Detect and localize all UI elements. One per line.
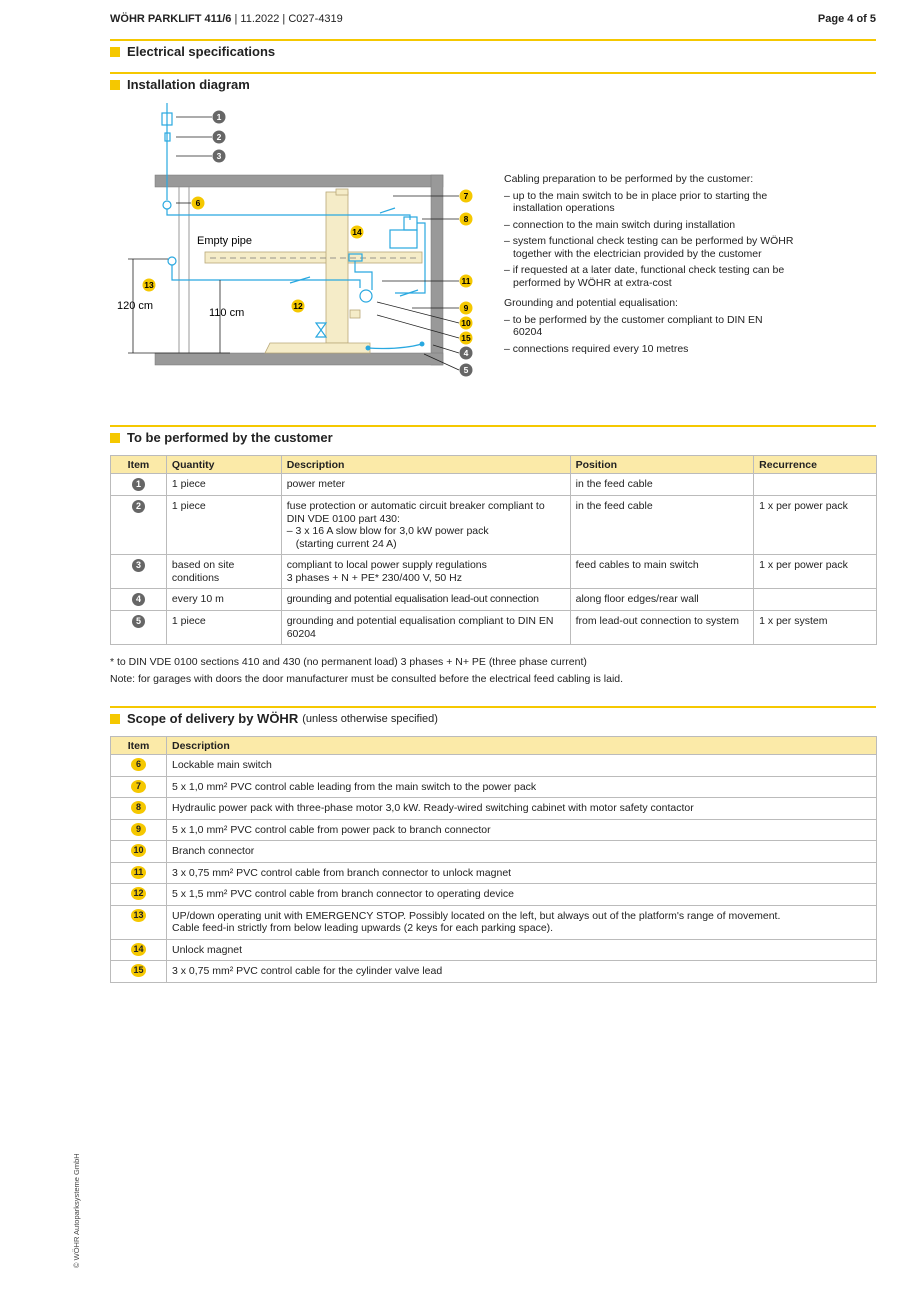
table-row [111,755,877,777]
position-cell: along floor edges/rear wall [570,589,754,611]
recurrence-cell: 1 x per power pack [754,555,877,589]
col-header: Description [281,456,570,474]
callout-7 [460,190,473,203]
copyright: © WÖHR Autoparksysteme GmbH [72,1153,81,1268]
svg-text:9: 9 [463,303,469,313]
description-cell [167,884,877,906]
item-badge: 9 [131,823,146,836]
item-badge: 1 [132,478,145,491]
svg-text:8: 8 [463,214,469,224]
description-cell [167,961,877,983]
description-line: Lockable main switch [172,759,272,771]
customer-table [110,455,877,645]
table-row [111,589,877,611]
section-title: Installation diagram [127,77,250,92]
description-cell [167,939,877,961]
svg-text:2: 2 [216,132,222,142]
callout-1 [213,111,226,124]
svg-text:3: 3 [216,151,222,161]
divider [110,706,876,708]
quantity-cell: every 10 m [166,589,281,611]
description-line: 3 phases + N + PE* 230/400 V, 50 Hz [286,571,463,584]
table-row [111,939,877,961]
note-item: – to be performed by the customer compliant to DIN EN 60204 [504,313,763,338]
col-header: Description [167,737,877,755]
svg-text:1: 1 [216,112,222,122]
table-row [111,841,877,863]
item-badge: 10 [131,844,146,857]
table-row [111,862,877,884]
callout-3 [213,150,226,163]
table-row [111,611,877,645]
col-header: Item [111,456,167,474]
description-cell [167,905,877,939]
description-line: 3 x 0,75 mm² PVC control cable for the cylinder valve lead [172,965,443,977]
description-cell [281,555,570,589]
callout-15 [460,332,473,345]
svg-text:4: 4 [463,348,469,358]
description-cell [281,496,570,555]
section-subtitle: (unless otherwise specified) [302,712,438,725]
svg-text:10: 10 [461,318,471,328]
description-cell [167,819,877,841]
description-line: 5 x 1,5 mm² PVC control cable from branch connector to operating device [172,888,514,900]
description-cell [167,776,877,798]
section-scope [110,711,438,726]
note-item: – connections required every 10 metres [504,342,689,355]
col-header: Recurrence [754,456,877,474]
callout-13 [143,279,156,292]
section-title: Scope of delivery by WÖHR [127,711,299,726]
note-item: – system functional check testing can be performed by WÖHR together with the electrician provided by the customer [504,235,794,260]
quantity-cell: 1 piece [166,611,281,645]
page-number: Page 4 of 5 [817,13,876,25]
callout-2 [213,131,226,144]
item-badge: 7 [131,780,146,793]
cabling-notes [504,173,794,359]
table-row [111,555,877,589]
notes-title: Grounding and potential equalisation: [504,297,678,309]
description-line: 5 x 1,0 mm² PVC control cable from power pack to branch connector [172,823,491,836]
footnote: * to DIN VDE 0100 sections 410 and 430 (no permanent load) 3 phases + N+ PE (three phase current) [110,656,587,668]
item-badge: 15 [131,964,146,977]
divider [110,425,876,427]
item-badge: 5 [132,615,145,628]
item-badge: 2 [132,500,145,513]
scope-table [110,736,877,983]
product-name: WÖHR PARKLIFT 411/6 [110,13,232,25]
quantity-cell: 1 piece [166,474,281,496]
svg-text:13: 13 [144,280,154,290]
table-row [111,961,877,983]
table-row [111,819,877,841]
table-row [111,798,877,820]
notes-title: Cabling preparation to be performed by the customer: [504,173,754,185]
callout-9 [460,302,473,315]
description-line: UP/down operating unit with EMERGENCY STOP. Possibly located on the left, but always out of the platform's range of movement. [172,909,781,922]
callout-10 [460,317,473,330]
quantity-cell: based on site conditions [166,555,281,589]
description-cell [167,798,877,820]
description-cell [167,841,877,863]
svg-text:14: 14 [352,227,362,237]
table-row [111,474,877,496]
svg-text:5: 5 [463,365,469,375]
section-title: Electrical specifications [127,44,276,59]
section-title: To be performed by the customer [127,430,333,445]
description-line: 5 x 1,0 mm² PVC control cable leading from the main switch to the power pack [172,780,537,793]
item-badge: 6 [131,758,146,771]
note-item: – connection to the main switch during installation [504,218,736,231]
col-header: Item [111,737,167,755]
page-header: WÖHR PARKLIFT 411/6 | 11.2022 | C027-4319 Page 4 of 5 [110,13,876,25]
callout-14 [351,226,364,239]
table-header-row [111,456,877,474]
description-line: Unlock magnet [172,943,243,956]
callout-11 [460,275,473,288]
bullet-square-icon [110,714,120,724]
svg-text:6: 6 [195,198,201,208]
description-cell: grounding and potential equalisation lead-out connection [281,589,570,611]
description-line: 3 x 0,75 mm² PVC control cable from branch connector to unlock magnet [172,866,512,879]
bullet-square-icon [110,433,120,443]
svg-text:11: 11 [461,276,471,286]
col-header: Quantity [166,456,281,474]
callout-4 [460,347,473,360]
note-item: – up to the main switch to be in place prior to starting the installation operations [504,189,768,214]
position-cell: in the feed cable [570,474,754,496]
svg-text:15: 15 [461,333,471,343]
description-line: fuse protection or automatic circuit breaker compliant to DIN VDE 0100 part 430: [286,500,545,525]
table-row [111,905,877,939]
item-badge: 12 [131,887,146,900]
position-cell: feed cables to main switch [570,555,754,589]
note-item: – if requested at a later date, functional check testing can be performed by WÖHR at extra-cost [504,264,785,289]
description-cell: grounding and potential equalisation compliant to DIN EN 60204 [281,611,570,645]
doc-date: 11.2022 [240,13,280,25]
table-row [111,496,877,555]
item-badge: 3 [132,559,145,572]
recurrence-cell [754,589,877,611]
item-badge: 11 [131,866,146,879]
dimension-110-label: 110 cm [209,307,245,319]
position-cell: in the feed cable [570,496,754,555]
description-line: Branch connector [172,845,255,857]
description-line: Hydraulic power pack with three-phase motor 3,0 kW. Ready-wired switching cabinet with motor safety contactor [172,802,694,814]
item-badge: 14 [131,943,146,956]
section-customer [110,430,333,445]
description-line: (starting current 24 A) [295,537,397,550]
dimension-120-label: 120 cm [117,300,154,312]
description-cell [167,862,877,884]
note: Note: for garages with doors the door manufacturer must be consulted before the electrical feed cabling is laid. [110,673,624,685]
recurrence-cell: 1 x per system [754,611,877,645]
doc-code: C027-4319 [288,13,343,25]
table-header-row [111,737,877,755]
svg-text:7: 7 [463,191,469,201]
recurrence-cell: 1 x per power pack [754,496,877,555]
item-badge: 13 [131,909,146,922]
callout-6 [192,197,205,210]
callout-12 [292,300,305,313]
svg-text:12: 12 [293,301,303,311]
callout-5 [460,364,473,377]
table-row [111,884,877,906]
description-line: compliant to local power supply regulations [286,559,487,571]
description-line: Cable feed-in strictly from below leading upwards (2 keys for each parking space). [172,922,554,934]
quantity-cell: 1 piece [166,496,281,555]
description-cell: power meter [281,474,570,496]
col-header: Position [570,456,754,474]
description-cell [167,755,877,777]
empty-pipe-label: Empty pipe [197,235,253,247]
table-row [111,776,877,798]
item-badge: 8 [131,801,146,814]
description-line: – 3 x 16 A slow blow for 3,0 kW power pack [286,525,489,537]
item-badge: 4 [132,593,145,606]
recurrence-cell [754,474,877,496]
position-cell: from lead-out connection to system [570,611,754,645]
callout-8 [460,213,473,226]
